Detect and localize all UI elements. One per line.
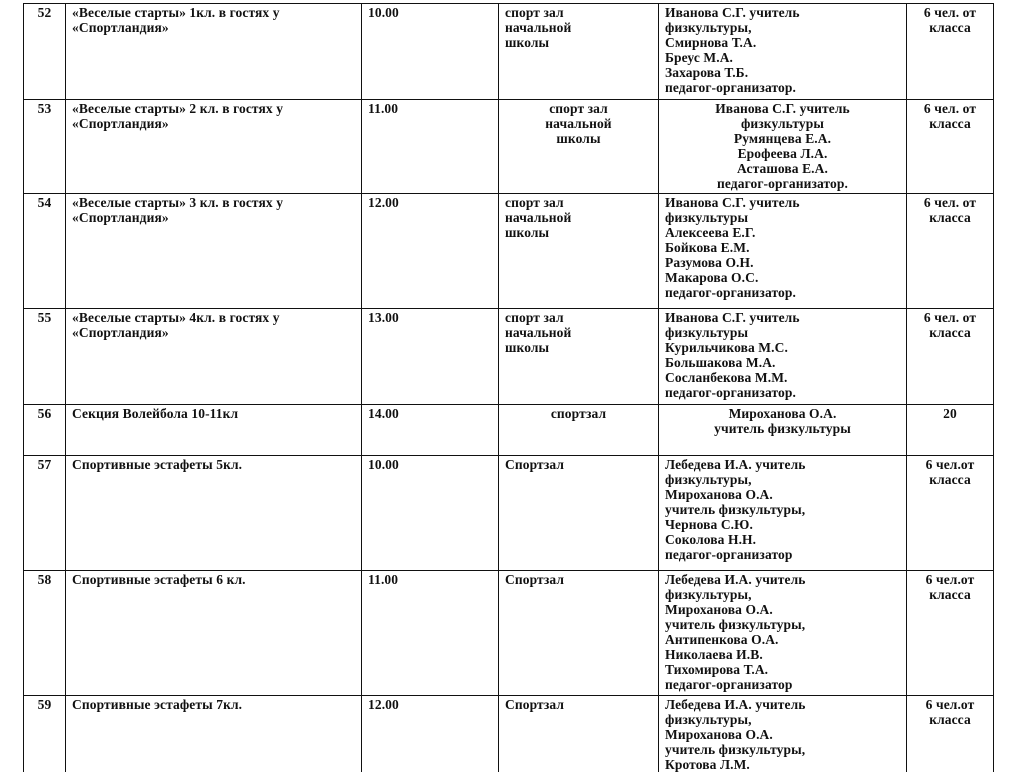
responsible-cell — [659, 309, 907, 405]
responsible-line: Мироханова О.А. — [665, 727, 773, 742]
responsible-line: Иванова С.Г. учитель — [715, 101, 850, 116]
responsible-line: Иванова С.Г. учитель — [665, 310, 800, 325]
row-number-cell: 52 — [24, 4, 66, 100]
participants-line: 20 — [943, 406, 957, 421]
participants-cell — [907, 456, 994, 571]
place-line: школы — [505, 340, 550, 355]
responsible-line: педагог-организатор. — [717, 176, 848, 191]
table-row — [24, 4, 994, 100]
responsible-line: Лебедева И.А. учитель — [665, 457, 806, 472]
responsible-cell — [659, 194, 907, 309]
responsible-line: Курильчикова М.С. — [665, 340, 788, 355]
responsible-line: Ерофеева Л.А. — [737, 146, 828, 161]
event-time-cell: 14.00 — [362, 405, 499, 456]
responsible-line: педагог-организатор. — [665, 385, 796, 400]
place-line: начальной — [505, 325, 572, 340]
participants-cell — [907, 4, 994, 100]
responsible-line: физкультуры, — [665, 587, 752, 602]
participants-line: класса — [929, 210, 971, 225]
responsible-line: Николаева И.В. — [665, 647, 763, 662]
place-line: спорт зал — [505, 5, 564, 20]
participants-cell — [907, 100, 994, 194]
responsible-line: Захарова Т.Б. — [665, 65, 749, 80]
event-name-cell: «Веселые старты» 2 кл. в гостях у «Спортландия» — [66, 100, 362, 194]
event-place-cell — [499, 100, 659, 194]
place-line: Спортзал — [505, 457, 565, 472]
responsible-line: физкультуры, — [665, 472, 752, 487]
event-time-cell: 12.00 — [362, 194, 499, 309]
responsible-line: Лебедева И.А. учитель — [665, 572, 806, 587]
participants-line: класса — [929, 587, 971, 602]
participants-line: класса — [929, 472, 971, 487]
place-line: спортзал — [550, 406, 607, 421]
events-table — [23, 3, 994, 772]
place-line: спорт зал — [505, 195, 564, 210]
responsible-cell — [659, 571, 907, 696]
responsible-line: Иванова С.Г. учитель — [665, 195, 800, 210]
responsible-line: Лебедева И.А. учитель — [665, 697, 806, 712]
responsible-line: педагог-организатор — [665, 547, 793, 562]
table-row — [24, 194, 994, 309]
event-time-cell: 13.00 — [362, 309, 499, 405]
event-place-cell — [499, 696, 659, 772]
event-time-cell: 10.00 — [362, 4, 499, 100]
participants-cell — [907, 571, 994, 696]
event-name-cell: «Веселые старты» 3 кл. в гостях у «Спортландия» — [66, 194, 362, 309]
responsible-line: физкультуры, — [665, 712, 752, 727]
responsible-line: Иванова С.Г. учитель — [665, 5, 800, 20]
responsible-line: Бойкова Е.М. — [665, 240, 750, 255]
event-name-cell: Спортивные эстафеты 7кл. — [66, 696, 362, 772]
participants-line: 6 чел.от — [925, 457, 975, 472]
event-time-cell: 12.00 — [362, 696, 499, 772]
table-row — [24, 100, 994, 194]
row-number-cell: 58 — [24, 571, 66, 696]
row-number-cell: 59 — [24, 696, 66, 772]
table-row — [24, 571, 994, 696]
event-time-cell: 11.00 — [362, 100, 499, 194]
event-name-cell: Спортивные эстафеты 6 кл. — [66, 571, 362, 696]
responsible-line: физкультуры — [740, 116, 825, 131]
participants-line: 6 чел.от — [925, 697, 975, 712]
responsible-line: физкультуры, — [665, 20, 752, 35]
event-name-cell: Спортивные эстафеты 5кл. — [66, 456, 362, 571]
participants-line: 6 чел. от — [923, 101, 977, 116]
responsible-line: Большакова М.А. — [665, 355, 776, 370]
responsible-line: Соколова Н.Н. — [665, 532, 757, 547]
responsible-line: Тихомирова Т.А. — [665, 662, 769, 677]
responsible-line: учитель физкультуры, — [665, 742, 806, 757]
responsible-line: Сосланбекова М.М. — [665, 370, 788, 385]
event-name-cell: «Веселые старты» 4кл. в гостях у «Спортландия» — [66, 309, 362, 405]
event-place-cell — [499, 571, 659, 696]
participants-line: класса — [929, 20, 971, 35]
responsible-line: педагог-организатор. — [665, 285, 796, 300]
responsible-line: Мироханова О.А. — [665, 487, 773, 502]
responsible-line: Чернова С.Ю. — [665, 517, 753, 532]
place-line: спорт зал — [549, 101, 608, 116]
participants-line: класса — [929, 116, 971, 131]
responsible-line: Мироханова О.А. — [665, 602, 773, 617]
event-place-cell — [499, 4, 659, 100]
responsible-cell — [659, 405, 907, 456]
participants-line: 6 чел. от — [923, 5, 977, 20]
event-place-cell — [499, 309, 659, 405]
row-number-cell: 53 — [24, 100, 66, 194]
responsible-line: педагог-организатор — [665, 677, 793, 692]
participants-cell — [907, 696, 994, 772]
responsible-line: Кротова Л.М. — [665, 757, 750, 772]
participants-line: 6 чел. от — [923, 310, 977, 325]
participants-line: класса — [929, 712, 971, 727]
responsible-line: педагог-организатор. — [665, 80, 796, 95]
responsible-line: физкультуры — [665, 325, 749, 340]
table-row — [24, 405, 994, 456]
event-time-cell: 10.00 — [362, 456, 499, 571]
place-line: Спортзал — [505, 572, 565, 587]
responsible-line: Смирнова Т.А. — [665, 35, 757, 50]
row-number-cell: 57 — [24, 456, 66, 571]
table-row — [24, 696, 994, 772]
events-table-body — [24, 4, 994, 772]
responsible-line: учитель физкультуры, — [665, 502, 806, 517]
responsible-cell — [659, 100, 907, 194]
place-line: школы — [556, 131, 601, 146]
participants-cell — [907, 405, 994, 456]
event-place-cell — [499, 405, 659, 456]
responsible-line: Бреус М.А. — [665, 50, 734, 65]
event-time-cell: 11.00 — [362, 571, 499, 696]
responsible-line: Разумова О.Н. — [665, 255, 754, 270]
table-row — [24, 456, 994, 571]
event-place-cell — [499, 194, 659, 309]
table-row — [24, 309, 994, 405]
responsible-line: физкультуры — [665, 210, 749, 225]
participants-line: 6 чел. от — [923, 195, 977, 210]
responsible-line: Румянцева Е.А. — [733, 131, 832, 146]
place-line: спорт зал — [505, 310, 564, 325]
participants-cell — [907, 194, 994, 309]
row-number-cell: 56 — [24, 405, 66, 456]
event-name-cell: «Веселые старты» 1кл. в гостях у «Спортландия» — [66, 4, 362, 100]
place-line: школы — [505, 225, 550, 240]
place-line: начальной — [545, 116, 612, 131]
responsible-line: Макарова О.С. — [665, 270, 759, 285]
event-place-cell — [499, 456, 659, 571]
responsible-line: Асташова Е.А. — [737, 161, 828, 176]
responsible-cell — [659, 696, 907, 772]
participants-cell — [907, 309, 994, 405]
responsible-line: учитель физкультуры — [714, 421, 851, 436]
row-number-cell: 54 — [24, 194, 66, 309]
responsible-line: Антипенкова О.А. — [665, 632, 779, 647]
responsible-line: учитель физкультуры, — [665, 617, 806, 632]
responsible-cell — [659, 456, 907, 571]
participants-line: класса — [929, 325, 971, 340]
place-line: начальной — [505, 210, 572, 225]
participants-line: 6 чел.от — [925, 572, 975, 587]
place-line: начальной — [505, 20, 572, 35]
event-name-cell: Секция Волейбола 10-11кл — [66, 405, 362, 456]
responsible-line: Алексеева Е.Г. — [665, 225, 756, 240]
row-number-cell: 55 — [24, 309, 66, 405]
responsible-line: Мироханова О.А. — [728, 406, 837, 421]
place-line: Спортзал — [505, 697, 565, 712]
responsible-cell — [659, 4, 907, 100]
place-line: школы — [505, 35, 550, 50]
